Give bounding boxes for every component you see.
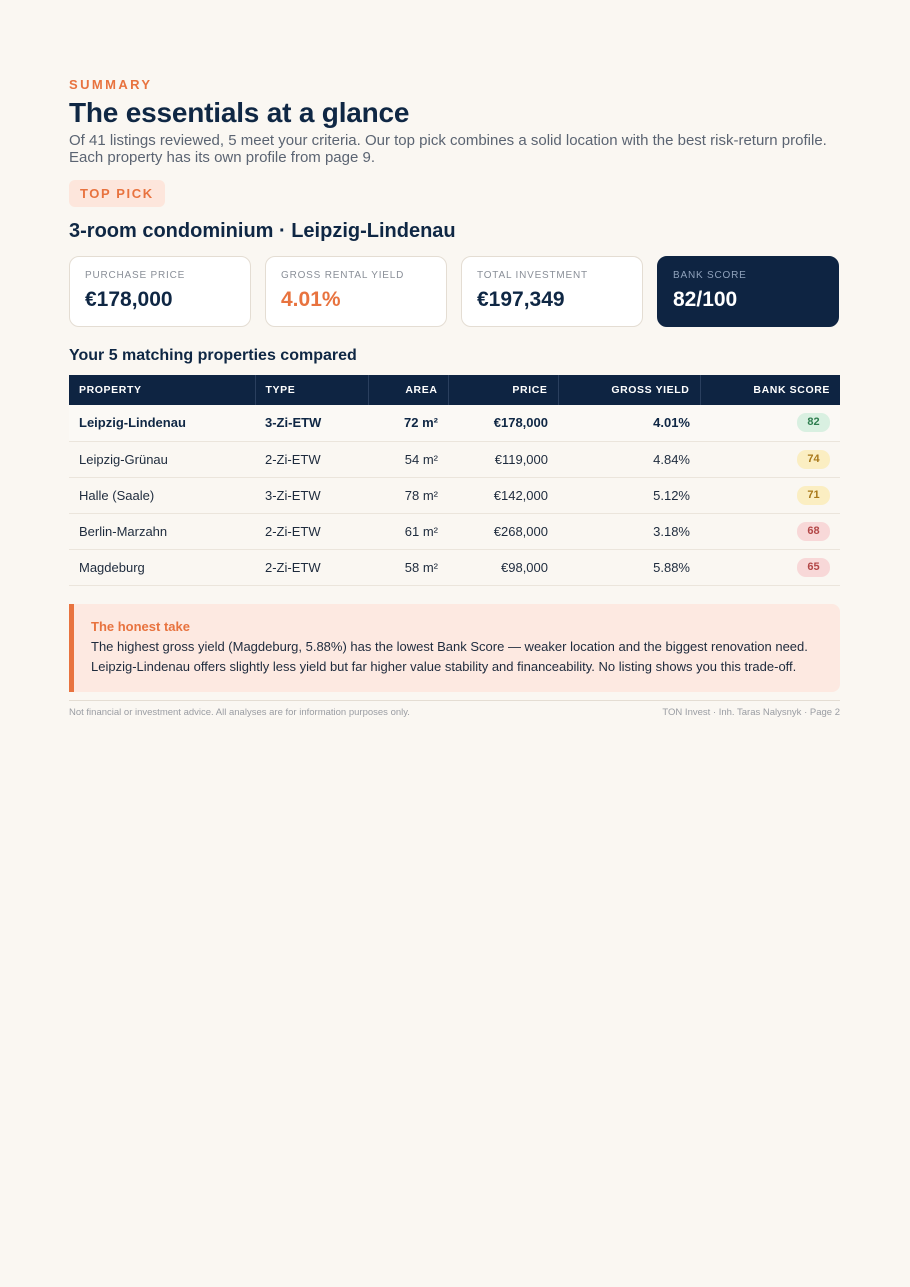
page-footer xyxy=(69,700,840,719)
card-label: BANK SCORE xyxy=(673,270,747,281)
score-badge: 74 xyxy=(797,450,830,469)
cell-type: 3-Zi-ETW xyxy=(255,405,368,441)
cell-area: 61 m² xyxy=(368,513,448,549)
intro-text: Of 41 listings reviewed, 5 meet your criteria. Our top pick combines a solid location with the best risk-return profile. Each property has its own profile from page 9. xyxy=(69,132,827,166)
table-header-row xyxy=(69,375,840,405)
cell-bank-score xyxy=(700,441,840,477)
kpi-cards xyxy=(69,256,840,327)
score-badge: 82 xyxy=(797,413,830,432)
cell-property: Leipzig-Grünau xyxy=(69,441,255,477)
gross-yield-card xyxy=(265,256,447,327)
cell-gross-yield: 4.84% xyxy=(558,441,700,477)
top-pick-title: 3-room condominium · Leipzig-Lindenau xyxy=(69,220,456,242)
cell-type: 2-Zi-ETW xyxy=(255,549,368,585)
section-eyebrow: SUMMARY xyxy=(69,77,153,92)
cell-gross-yield: 4.01% xyxy=(558,405,700,441)
cell-type: 2-Zi-ETW xyxy=(255,513,368,549)
card-value: €197,349 xyxy=(477,288,565,311)
card-value: 82/100 xyxy=(673,288,738,311)
cell-property: Leipzig-Lindenau xyxy=(69,405,255,441)
comparison-table xyxy=(69,375,840,586)
score-badge: 71 xyxy=(797,486,830,505)
cell-bank-score xyxy=(700,405,840,441)
cell-property: Magdeburg xyxy=(69,549,255,585)
cell-area: 58 m² xyxy=(368,549,448,585)
table-row xyxy=(69,441,840,477)
card-label: GROSS RENTAL YIELD xyxy=(281,270,405,281)
cell-price: €119,000 xyxy=(448,441,558,477)
cell-bank-score xyxy=(700,549,840,585)
column-header-gross-yield: GROSS YIELD xyxy=(558,375,700,405)
cell-price: €178,000 xyxy=(448,405,558,441)
card-label: TOTAL INVESTMENT xyxy=(477,270,588,281)
card-label: PURCHASE PRICE xyxy=(85,270,186,281)
footer-imprint: TON Invest · Inh. Taras Nalysnyk · Page 2 xyxy=(662,706,840,718)
purchase-price-card xyxy=(69,256,251,327)
bank-score-card xyxy=(657,256,839,327)
cell-gross-yield: 3.18% xyxy=(558,513,700,549)
column-header-bank-score: BANK SCORE xyxy=(753,384,830,396)
column-header-area: AREA xyxy=(368,375,448,405)
table-row xyxy=(69,477,840,513)
card-value: €178,000 xyxy=(85,288,173,311)
column-header-price: PRICE xyxy=(448,375,558,405)
cell-property: Halle (Saale) xyxy=(69,477,255,513)
table-row xyxy=(69,405,840,441)
cell-area: 78 m² xyxy=(368,477,448,513)
cell-price: €268,000 xyxy=(448,513,558,549)
callout-title: The honest take xyxy=(91,618,190,634)
footer-disclaimer: Not financial or investment advice. All analyses are for information purposes only. xyxy=(69,706,410,718)
comparison-title: Your 5 matching properties compared xyxy=(69,347,357,364)
cell-bank-score xyxy=(700,477,840,513)
cell-area: 72 m² xyxy=(368,405,448,441)
honest-take-callout xyxy=(69,604,840,692)
card-value: 4.01% xyxy=(281,288,341,311)
cell-type: 3-Zi-ETW xyxy=(255,477,368,513)
cell-price: €98,000 xyxy=(448,549,558,585)
page-title: The essentials at a glance xyxy=(69,97,410,128)
cell-property: Berlin-Marzahn xyxy=(69,513,255,549)
cell-price: €142,000 xyxy=(448,477,558,513)
callout-body: The highest gross yield (Magdeburg, 5.88%) has the lowest Bank Score — weaker location and the biggest renovation need. Leipzig-Lindenau offers slightly less yield but far higher value stability and financeability. No listing shows you this trade-off. xyxy=(91,638,808,674)
cell-area: 54 m² xyxy=(368,441,448,477)
table-row xyxy=(69,549,840,585)
cell-gross-yield: 5.88% xyxy=(558,549,700,585)
total-investment-card xyxy=(461,256,643,327)
cell-bank-score xyxy=(700,513,840,549)
top-pick-badge: TOP PICK xyxy=(69,180,165,207)
cell-gross-yield: 5.12% xyxy=(558,477,700,513)
cell-type: 2-Zi-ETW xyxy=(255,441,368,477)
score-badge: 65 xyxy=(797,558,830,577)
score-badge: 68 xyxy=(797,522,830,541)
column-header-type: TYPE xyxy=(255,375,368,405)
table-row xyxy=(69,513,840,549)
column-header-property: PROPERTY xyxy=(69,375,255,405)
